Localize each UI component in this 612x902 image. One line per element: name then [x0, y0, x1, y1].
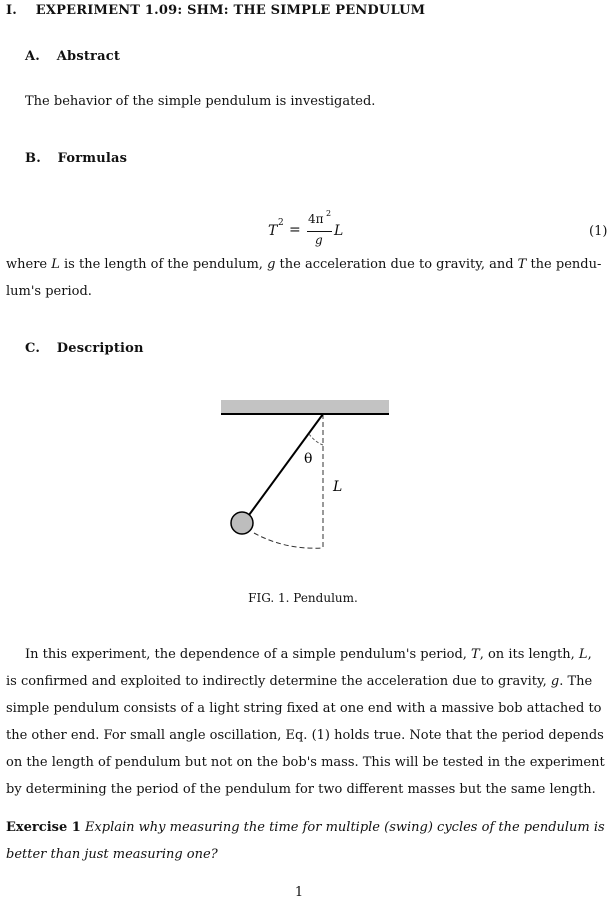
- exercise-label: Exercise 1: [6, 820, 81, 835]
- equation-explanation-line-2: lum's period.: [6, 284, 92, 299]
- abstract-label: A.: [25, 49, 41, 64]
- exercise-line-2: better than just measuring one?: [6, 847, 218, 862]
- eq-numerator: 4π: [308, 212, 324, 226]
- section-number: I.: [6, 3, 18, 18]
- exercise-line-1: [6, 814, 606, 841]
- exercise-text-1: Explain why measuring the time for multiple (swing) cycles of the pendulum is: [84, 820, 605, 835]
- eq-lhs-sup: 2: [278, 218, 284, 228]
- formulas-label: B.: [25, 151, 41, 166]
- abstract-title: Abstract: [56, 49, 121, 64]
- paragraph-line: In this experiment, the dependence of a simple pendulum's period, T, on its length, L,: [25, 647, 592, 662]
- section-title: EXPERIMENT 1.09: SHM: THE SIMPLE PENDULUM: [35, 3, 426, 18]
- swing-arc: [254, 533, 323, 548]
- angle-arc: [309, 434, 323, 445]
- eq-denominator: g: [315, 233, 323, 247]
- description-label: C.: [25, 341, 41, 356]
- length-label: L: [333, 479, 343, 495]
- theta-label: θ: [304, 451, 313, 467]
- equation-explanation-line-1: where L is the length of the pendulum, g the acceleration due to gravity, and T the pendu-: [6, 257, 602, 272]
- eq-lhs: T: [268, 223, 278, 239]
- ceiling-support: [221, 400, 389, 414]
- eq-numerator-sup: 2: [326, 209, 332, 218]
- description-title: Description: [56, 341, 144, 356]
- paragraph-line: the other end. For small angle oscillation, Eq. (1) holds true. Note that the period depends: [6, 728, 604, 743]
- description-paragraph: [6, 641, 606, 803]
- formulas-title: Formulas: [57, 151, 128, 166]
- eq-sign: =: [289, 222, 301, 238]
- pendulum-bob: [231, 512, 253, 534]
- abstract-text: The behavior of the simple pendulum is investigated.: [25, 94, 376, 109]
- paragraph-line: by determining the period of the pendulum for two different masses but the same length.: [6, 782, 596, 797]
- exercise-block: [6, 814, 606, 868]
- paragraph-line: on the length of pendulum but not on the bob's mass. This will be tested in the experiment: [6, 755, 605, 770]
- paragraph-line: is confirmed and exploited to indirectly determine the acceleration due to gravity, g. The: [6, 674, 593, 689]
- paragraph-line: simple pendulum consists of a light string fixed at one end with a massive bob attached to: [6, 701, 602, 716]
- page-number: 1: [294, 885, 304, 900]
- eq-rhs-var: L: [334, 223, 344, 239]
- equation-number: (1): [589, 224, 608, 239]
- figure-caption: FIG. 1. Pendulum.: [248, 591, 358, 605]
